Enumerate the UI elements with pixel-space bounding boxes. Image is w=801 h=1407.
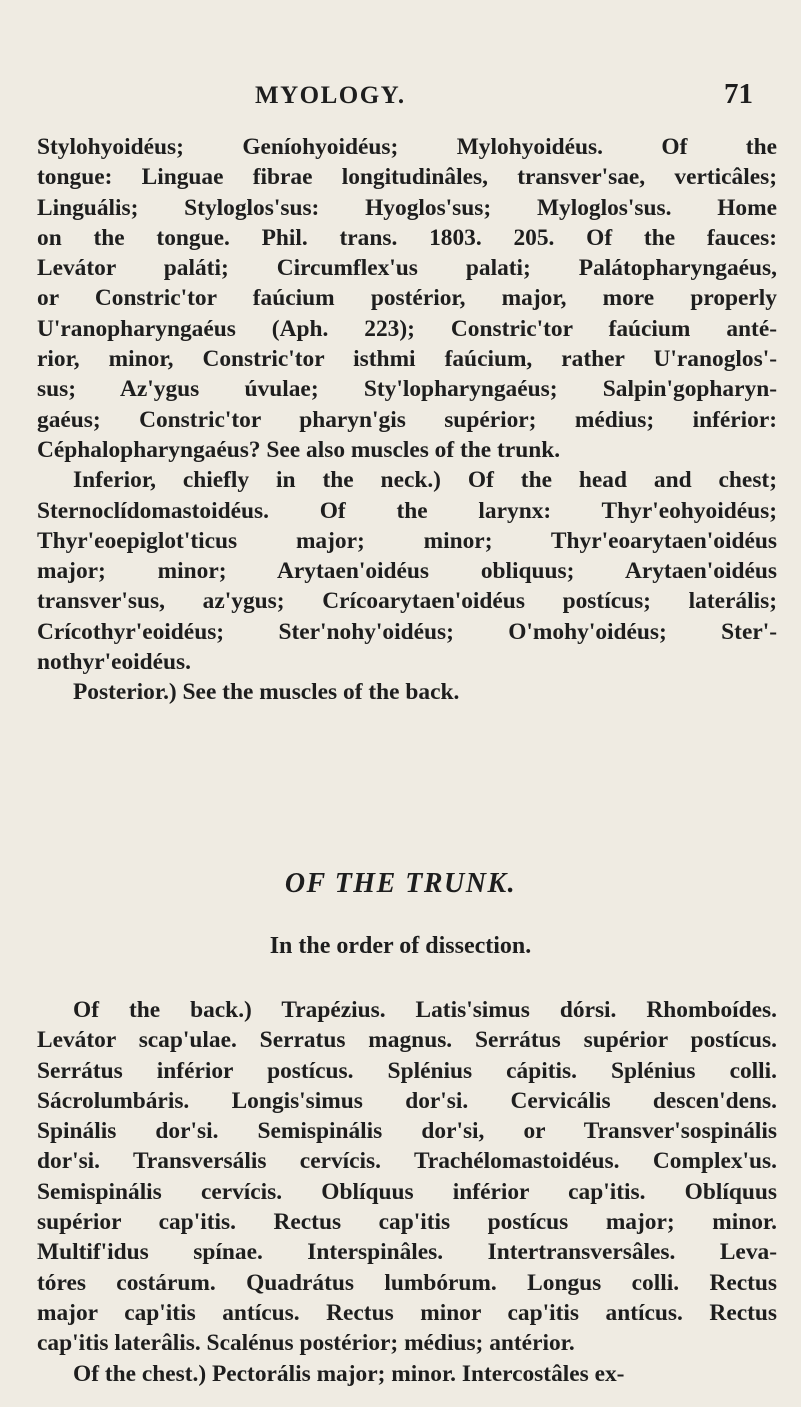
- text-line: Serrátus inférior postícus. Splénius cápitis. Splénius colli.: [37, 1057, 777, 1084]
- text-line: Levátor paláti; Circumflex'us palati; Palátopharyngaéus,: [37, 255, 777, 282]
- text-line: supérior cap'itis. Rectus cap'itis postícus major; minor.: [37, 1209, 777, 1236]
- paragraph-larynx-tongue: [37, 132, 777, 708]
- text-line: Of the back.) Trapézius. Latis'simus dórsi. Rhomboídes.: [73, 997, 777, 1023]
- text-line: dor'si. Transversális cervícis. Trachélomastoidéus. Complex'us.: [37, 1148, 777, 1175]
- page-number: 71: [724, 78, 753, 110]
- text-line: Of the chest.) Pectorális major; minor. Intercostâles ex-: [73, 1360, 625, 1387]
- text-line: Linguális; Styloglos'sus: Hyoglos'sus; Myloglos'sus. Home: [37, 194, 777, 221]
- text-line: on the tongue. Phil. trans. 1803. 205. Of the fauces:: [37, 224, 777, 251]
- text-line: Céphalopharyngaéus? See also muscles of the trunk.: [37, 436, 561, 463]
- text-line: Spinális dor'si. Semispinális dor'si, or Transver'sospinális: [37, 1118, 777, 1145]
- running-title: MYOLOGY.: [255, 82, 406, 109]
- text-line: or Constric'tor faúcium postérior, major, more properly: [37, 285, 777, 312]
- text-line: transver'sus, az'ygus; Crícoarytaen'oidéus postícus; laterális;: [37, 588, 777, 615]
- text-line: sus; Az'ygus úvulae; Sty'lopharyngaéus; Salpin'gopharyn-: [37, 376, 777, 403]
- text-line: Stylohyoidéus; Geníohyoidéus; Mylohyoidéus. Of the: [37, 134, 777, 160]
- running-head: [0, 78, 801, 122]
- text-line: Crícothyr'eoidéus; Ster'nohy'oidéus; O'mohy'oidéus; Ster'-: [37, 618, 777, 645]
- text-line: Posterior.) See the muscles of the back.: [73, 679, 460, 706]
- text-line: Levátor scap'ulae. Serratus magnus. Serrátus supérior postícus.: [37, 1027, 777, 1054]
- text-line: rior, minor, Constric'tor isthmi faúcium, rather U'ranoglos'-: [37, 346, 777, 373]
- text-line: Multif'idus spínae. Interspinâles. Intertransversâles. Leva-: [37, 1239, 777, 1266]
- section-subheading: In the order of dissection.: [269, 933, 532, 959]
- text-line: major; minor; Arytaen'oidéus obliquus; Arytaen'oidéus: [37, 558, 777, 585]
- text-line: tóres costárum. Quadrátus lumbórum. Longus colli. Rectus: [37, 1269, 777, 1296]
- text-line: U'ranopharyngaéus (Aph. 223); Constric'tor faúcium anté-: [37, 315, 777, 342]
- text-line: Sternoclídomastoidéus. Of the larynx: Thyr'eohyoidéus;: [37, 497, 777, 524]
- text-line: Thyr'eoepiglot'ticus major; minor; Thyr'eoarytaen'oidéus: [37, 527, 777, 554]
- text-line: Inferior, chiefly in the neck.) Of the head and chest;: [73, 467, 777, 494]
- section-heading: OF THE TRUNK.: [284, 868, 517, 899]
- paragraph-back-chest: [37, 995, 777, 1389]
- text-line: cap'itis laterâlis. Scalénus postérior; médius; antérior.: [37, 1330, 575, 1357]
- text-line: gaéus; Constric'tor pharyn'gis supérior; médius; inférior:: [37, 406, 777, 433]
- text-line: major cap'itis antícus. Rectus minor cap'itis antícus. Rectus: [37, 1299, 777, 1326]
- text-line: nothyr'eoidéus.: [37, 649, 192, 676]
- text-line: Sácrolumbáris. Longis'simus dor'si. Cervicális descen'dens.: [37, 1087, 777, 1114]
- text-line: tongue: Linguae fibrae longitudinâles, transver'sae, verticâles;: [37, 164, 777, 191]
- text-line: Semispinális cervícis. Oblíquus inférior cap'itis. Oblíquus: [37, 1178, 777, 1205]
